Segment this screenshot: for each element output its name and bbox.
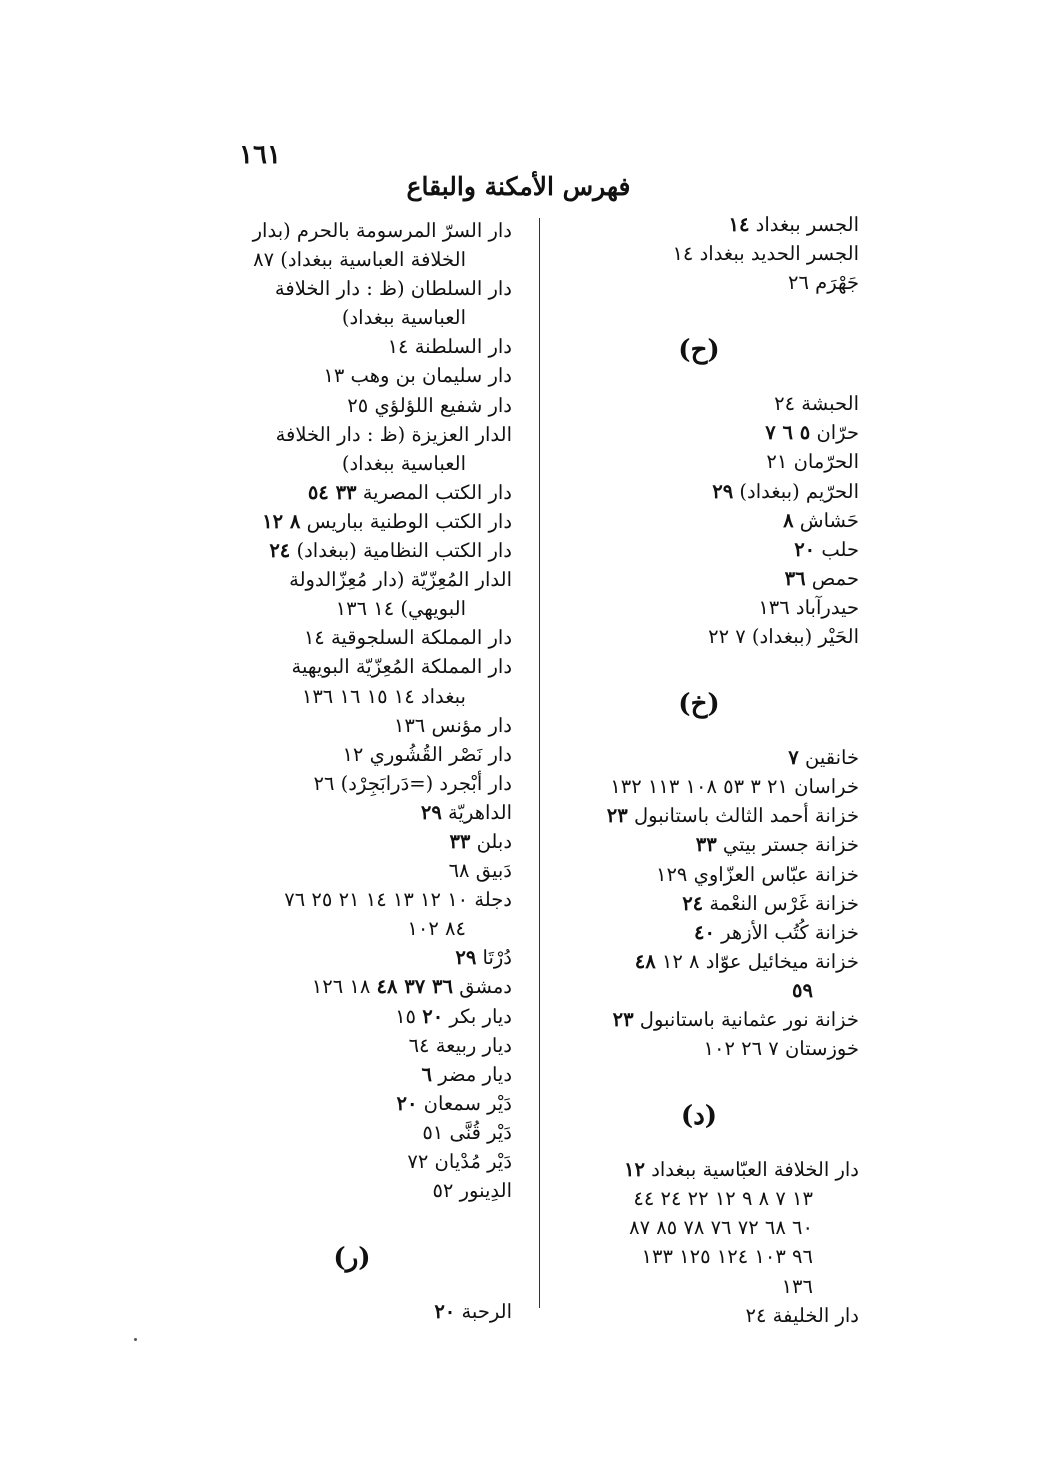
entry-text: حَشاش xyxy=(793,508,859,532)
entry-text: دار سليمان بن وهب ١٣ xyxy=(323,364,512,388)
section-letter-heading: (ر) xyxy=(333,1243,371,1274)
index-entry xyxy=(539,477,859,506)
index-entry-continuation xyxy=(539,976,859,1005)
entry-text: ١٣ ٧ ٨ ٩ ١٢ ٢٢ ٢٤ ٤٤ xyxy=(633,1187,813,1211)
index-entry-continuation xyxy=(192,303,512,332)
index-entry xyxy=(192,1060,512,1089)
entry-text: دجلة ١٠ ١٢ ١٣ ١٤ ٢١ ٢٥ ٧٦ xyxy=(284,888,512,912)
index-entry xyxy=(192,623,512,652)
index-entry xyxy=(539,210,859,239)
entry-text: دار المملكة المُعِزّيّة البويهية xyxy=(291,655,512,679)
entry-text: خزانة ميخائيل عوّاد ٨ ١٢ xyxy=(655,949,859,973)
entry-bold-pages: ٣٦ xyxy=(784,566,806,590)
entry-text: خانقين xyxy=(798,746,859,770)
index-entry xyxy=(192,216,512,245)
entry-text: خوزستان ٧ ٢٦ ١٠٢ xyxy=(703,1037,859,1061)
index-entry-continuation xyxy=(192,682,512,711)
entry-text: الجسر ببغداد xyxy=(749,213,859,236)
index-entry-continuation xyxy=(539,1242,859,1271)
entry-text: ٦٠ ٦٨ ٧٢ ٧٦ ٧٨ ٨٥ ٨٧ xyxy=(629,1216,813,1240)
entry-text: ٨٤ ١٠٢ xyxy=(407,917,466,941)
index-entry xyxy=(539,743,859,772)
index-entry xyxy=(192,361,512,390)
index-entry xyxy=(192,1297,512,1326)
index-entry xyxy=(539,447,859,476)
entry-text: ديار مضر xyxy=(432,1062,512,1086)
entry-text: ببغداد ١٤ ١٥ ١٦ ١٣٦ xyxy=(301,684,466,708)
index-entry-continuation xyxy=(539,1272,859,1301)
entry-bold-pages: ٢٤ xyxy=(682,891,704,915)
entry-text: خراسان ٢١ ٣ ٥٣ ١٠٨ ١١٣ ١٣٢ xyxy=(610,775,859,799)
index-entry-continuation xyxy=(192,594,512,623)
entry-bold-pages: ٤٨ xyxy=(634,949,656,973)
index-entry-continuation xyxy=(539,1184,859,1213)
entry-text: دار الكتب الوطنية بباريس xyxy=(300,509,512,533)
entry-text: البويهي) ١٤ ١٣٦ xyxy=(335,597,466,621)
index-entry-continuation xyxy=(539,1213,859,1242)
entry-text: دَيْر سمعان xyxy=(417,1091,512,1115)
index-entry xyxy=(192,1031,512,1060)
index-entry xyxy=(192,1147,512,1176)
entry-text: دار المملكة السلجوقية ١٤ xyxy=(303,626,512,650)
entry-bold-pages: ٣٣ xyxy=(449,829,471,853)
index-entry xyxy=(192,478,512,507)
entry-text: الحبشة ٢٤ xyxy=(774,392,859,416)
index-entry xyxy=(539,772,859,801)
index-entry xyxy=(192,885,512,914)
entry-bold-pages: ٣٦ ٣٧ ٤٨ xyxy=(376,975,453,999)
entry-text: خزانة جستر بيتي xyxy=(716,833,859,857)
section-letter-heading: (خ) xyxy=(678,689,720,720)
entry-text: دار نَصْر القُشُوري ١٢ xyxy=(342,742,512,766)
entry-text: دَيْر قُنَّى ٥١ xyxy=(422,1120,512,1144)
entry-bold-pages: ٢٩ xyxy=(455,946,477,970)
entry-bold-pages: ٢٠ xyxy=(794,537,816,561)
entry-bold-pages: ٣٣ ٥٤ xyxy=(307,480,357,504)
index-entry xyxy=(192,274,512,303)
entry-text: حمص xyxy=(805,566,859,590)
index-entry xyxy=(192,1089,512,1118)
entry-bold-pages: ٦ xyxy=(421,1062,433,1086)
index-entry xyxy=(539,535,859,564)
index-entry xyxy=(539,1005,859,1034)
entry-text: خزانة كُتُب الأزهر xyxy=(714,920,859,944)
entry-bold-pages: ٢٠ xyxy=(422,1004,444,1028)
entry-text: خزانة أحمد الثالث باستانبول xyxy=(627,804,859,828)
entry-bold-pages: ٢٠ xyxy=(434,1300,456,1324)
index-entry xyxy=(192,507,512,536)
entry-bold-pages: ٨ xyxy=(783,508,794,532)
entry-bold-pages: ٢٣ xyxy=(606,804,628,828)
index-entry xyxy=(192,769,512,798)
entry-bold-pages: ٢٠ xyxy=(396,1091,418,1115)
entry-bold-pages: ٤٠ xyxy=(694,920,715,944)
entry-bold-pages: ٢٩ xyxy=(420,800,442,824)
entry-text: دَيْر مُدْيان ٧٢ xyxy=(407,1150,512,1173)
entry-bold-pages: ٥٩ xyxy=(792,978,813,1002)
entry-text: خزانة غَرْس النعْمة xyxy=(703,891,859,915)
entry-text: حيدرآباد ١٣٦ xyxy=(758,595,859,619)
entry-text: دُرْتَا xyxy=(476,946,512,970)
entry-bold-pages: ٢٩ xyxy=(712,479,734,503)
entry-text: دار السلطنة ١٤ xyxy=(387,335,512,359)
entry-text: حلب xyxy=(815,537,859,561)
entry-text: دار شفيع اللؤلؤي ٢٥ xyxy=(347,393,512,417)
section-letter-heading: (ح) xyxy=(678,335,720,366)
index-entry xyxy=(539,622,859,651)
index-entry xyxy=(192,856,512,885)
index-entry xyxy=(539,1155,859,1184)
entry-text: الجسر الحديد ببغداد ١٤ xyxy=(672,242,859,266)
entry-text: دار الخلافة العبّاسية ببغداد xyxy=(645,1158,859,1182)
index-entry xyxy=(539,860,859,889)
index-entry xyxy=(192,1176,512,1205)
entry-tail-pages: ١٨ ١٢٦ xyxy=(311,975,377,999)
entry-text: الدار العزيزة (ظ : دار الخلافة xyxy=(275,422,512,446)
index-entry-continuation xyxy=(192,449,512,478)
entry-text: ديار بكر xyxy=(443,1004,512,1028)
entry-text: خزانة عبّاس العزّاوي ١٢٩ xyxy=(655,862,859,886)
index-entry xyxy=(539,1034,859,1063)
entry-bold-pages: ٣٣ xyxy=(695,833,717,857)
index-entry xyxy=(539,593,859,622)
index-entry xyxy=(192,652,512,681)
entry-text: ٩٦ ١٠٣ ١٢٤ ١٢٥ ١٣٣ xyxy=(641,1245,813,1269)
entry-text: ديار ربيعة ٦٤ xyxy=(408,1033,512,1057)
entry-bold-pages: ٧ xyxy=(788,746,799,770)
page-speck xyxy=(134,1338,137,1341)
index-entry xyxy=(192,740,512,769)
entry-text: دار الكتب المصرية xyxy=(356,480,512,504)
index-entry xyxy=(192,943,512,972)
entry-text: الحَيْر (ببغداد) ٧ ٢٢ xyxy=(708,625,859,649)
index-entry xyxy=(192,827,512,856)
index-entry xyxy=(192,1118,512,1147)
index-entry xyxy=(539,830,859,859)
index-entry xyxy=(539,506,859,535)
page-title: فهرس الأمكنة والبقاع xyxy=(406,172,631,201)
entry-text: دمشق xyxy=(453,975,512,999)
entry-text: الحرّيم (ببغداد) xyxy=(733,479,859,503)
index-entry xyxy=(192,972,512,1001)
entry-text: الرحبة xyxy=(455,1300,512,1324)
entry-bold-pages: ٢٣ xyxy=(612,1007,634,1031)
index-entry xyxy=(539,268,859,297)
index-entry xyxy=(539,239,859,268)
index-entry xyxy=(539,564,859,593)
entry-text: دار السلطان (ظ : دار الخلافة xyxy=(274,277,512,301)
entry-text: دار الكتب النظامية (ببغداد) xyxy=(290,539,512,563)
index-entry-continuation xyxy=(192,245,512,274)
entry-text: الخلافة العباسية ببغداد) ٨٧ xyxy=(253,248,466,272)
section-letter-heading: (د) xyxy=(680,1101,718,1132)
index-entry xyxy=(192,565,512,594)
entry-text: العباسية ببغداد) xyxy=(341,306,466,330)
index-entry xyxy=(539,889,859,918)
index-entry xyxy=(192,332,512,361)
index-entry xyxy=(192,391,512,420)
entry-bold-pages: ٢٤ xyxy=(269,539,291,563)
index-entry xyxy=(192,536,512,565)
index-entry xyxy=(539,918,859,947)
index-column-right xyxy=(539,210,859,1330)
index-entry xyxy=(192,420,512,449)
entry-text: دار الخليفة ٢٤ xyxy=(745,1303,859,1327)
index-entry xyxy=(539,947,859,976)
entry-bold-pages: ٥ ٦ ٧ xyxy=(765,421,811,445)
entry-bold-pages: ٨ ١٢ xyxy=(262,509,301,533)
entry-bold-pages: ١٤ xyxy=(728,213,750,236)
entry-text: دبلن xyxy=(470,829,512,853)
index-entry xyxy=(539,418,859,447)
entry-text: جَهْرَم ٢٦ xyxy=(787,271,859,295)
column-divider xyxy=(539,218,540,1308)
entry-text: دار السرّ المرسومة بالحرم (بدار xyxy=(252,219,512,242)
entry-text: العباسية ببغداد) xyxy=(341,451,466,475)
entry-text: ١٣٦ xyxy=(781,1274,813,1298)
entry-text: حرّان xyxy=(810,421,859,445)
entry-text: خزانة نور عثمانية باستانبول xyxy=(633,1007,859,1031)
entry-text: دَبيق ٦٨ xyxy=(448,859,512,883)
entry-text: الداهريّة xyxy=(441,800,512,824)
index-entry xyxy=(539,389,859,418)
entry-text: دار مؤنس ١٣٦ xyxy=(393,713,512,737)
index-column-left xyxy=(192,216,512,1326)
index-entry xyxy=(539,1301,859,1330)
entry-bold-pages: ١٢ xyxy=(624,1158,645,1182)
entry-tail-pages: ١٥ xyxy=(395,1004,423,1028)
index-entry xyxy=(539,801,859,830)
index-entry xyxy=(192,711,512,740)
page-number: ١٦١ xyxy=(239,140,281,170)
index-entry xyxy=(192,1002,512,1031)
index-entry xyxy=(192,798,512,827)
entry-text: الحرّمان ٢١ xyxy=(766,450,859,474)
entry-text: الدار المُعِزّيّة (دار مُعِزّالدولة xyxy=(289,568,512,592)
entry-text: دار أبْجرد (=دَرابَجِرْد) ٢٦ xyxy=(313,771,512,795)
entry-text: الدِينور ٥٢ xyxy=(432,1179,512,1203)
index-entry-continuation xyxy=(192,914,512,943)
